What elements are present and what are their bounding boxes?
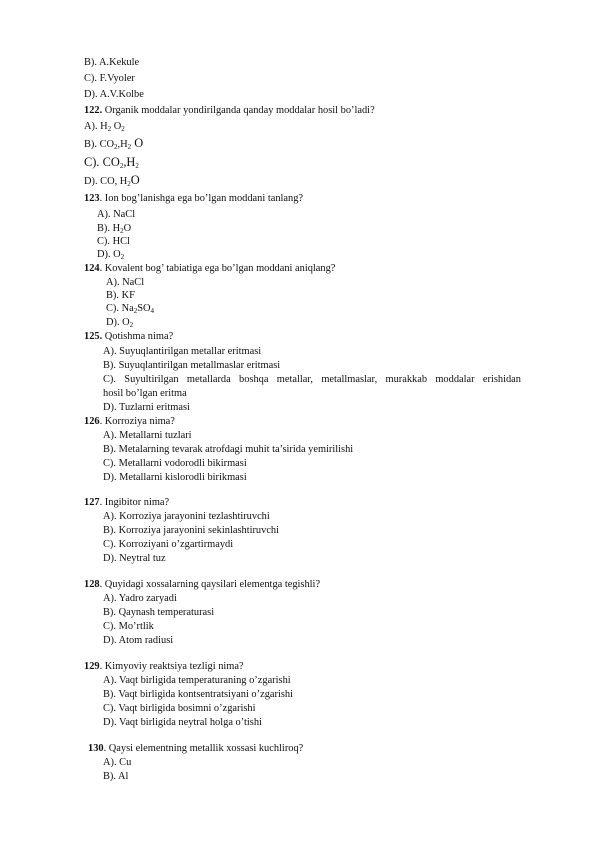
q130-answer-a: A). Cu (103, 757, 132, 768)
q129-answer-b: B). Vaqt birligida kontsentratsiyani o’zgarishi (103, 689, 293, 700)
q126-answer-d: D). Metallarni kislorodli birikmasi (103, 472, 247, 483)
q130-answer-b: B). Al (103, 771, 129, 782)
q129-answer-d: D). Vaqt birligida neytral holga o’tishi (103, 717, 262, 728)
q124-answer-c: C). $Na_2SO_4$ (106, 303, 154, 315)
q123-answer-a: A). NaCl (97, 209, 136, 220)
q123-answer-d: D). $O_2$ (97, 249, 125, 261)
q123-answer-b: B). $H_2O$ (97, 223, 132, 235)
answer-d-kolbe: D). A.V.Kolbe (84, 89, 144, 100)
q128-answer-b: B). Qaynash temperaturasi (103, 607, 215, 618)
q125-answer-c-continued: hosil bo’lgan eritma (103, 388, 187, 399)
q125-answer-b: B). Suyuqlantirilgan metallmaslar eritmasi (103, 360, 281, 371)
question-129: 129. Kimyoviy reaktsiya tezligi nima? (84, 661, 244, 672)
q127-answer-c: C). Korroziyani o’zgartirmaydi (103, 539, 234, 550)
q129-answer-c: C). Vaqt birligida bosimni o’zgarishi (103, 703, 256, 714)
question-127: 127. Ingibitor nima? (84, 497, 170, 508)
question-122: 122. Organik moddalar yondirilganda qanday moddalar hosil bo’ladi? (84, 105, 375, 116)
q124-answer-a: A). NaCl (106, 277, 145, 288)
q128-answer-d: D). Atom radiusi (103, 635, 174, 646)
q126-answer-b: B). Metalarning tevarak atrofdagi muhit ta’sirida yemirilishi (103, 444, 354, 455)
question-130: 130. Qaysi elementning metallik xossasi kuchliroq? (88, 743, 304, 754)
q125-answer-d: D). Tuzlarni eritmasi (103, 402, 190, 413)
q122-answer-b: B). $CO_2,H_2$ O (84, 136, 144, 151)
question-128: 128. Quyidagi xossalarning qaysilari elementga tegishli? (84, 579, 321, 590)
q126-answer-a: A). Metallarni tuzlari (103, 430, 192, 441)
answer-b-kekule: B). A.Kekule (84, 57, 140, 68)
question-126: 126. Korroziya nima? (84, 416, 175, 427)
q125-answer-c: C). Suyultirilgan metallarda boshqa metallar, metallmaslar, murakkab moddalar erishidan (103, 374, 521, 385)
q128-answer-a: A). Yadro zaryadi (103, 593, 177, 604)
q127-answer-b: B). Korroziya jarayonini sekinlashtiruvchi (103, 525, 280, 536)
q127-answer-a: A). Korroziya jarayonini tezlashtiruvchi (103, 511, 270, 522)
question-124: 124. Kovalent bog’ tabiatiga ega bo’lgan moddani aniqlang? (84, 263, 336, 274)
q124-answer-d: D). $O_2$ (106, 317, 134, 329)
answer-c-vyoler: C). F.Vyoler (84, 73, 135, 84)
q122-answer-c: C). $CO_2,H_2$ (84, 155, 139, 170)
q127-answer-d: D). Neytral tuz (103, 553, 166, 564)
question-123: 123. Ion bog’lanishga ega bo’lgan moddani tanlang? (84, 193, 304, 204)
q129-answer-a: A). Vaqt birligida temperaturaning o’zgarishi (103, 675, 291, 686)
q128-answer-c: C). Mo’rtlik (103, 621, 154, 632)
q125-answer-a: A). Suyuqlantirilgan metallar eritmasi (103, 346, 262, 357)
q122-answer-a: A). $H_2$ $O_2$ (84, 121, 125, 133)
q123-answer-c: C). HCl (97, 236, 130, 247)
question-125: 125. Qotishma nima? (84, 331, 174, 342)
q124-answer-b: B). KF (106, 290, 135, 301)
q122-answer-d: D). CO, $H_2O$ (84, 173, 140, 188)
q126-answer-c: C). Metallarni vodorodli bikirmasi (103, 458, 247, 469)
